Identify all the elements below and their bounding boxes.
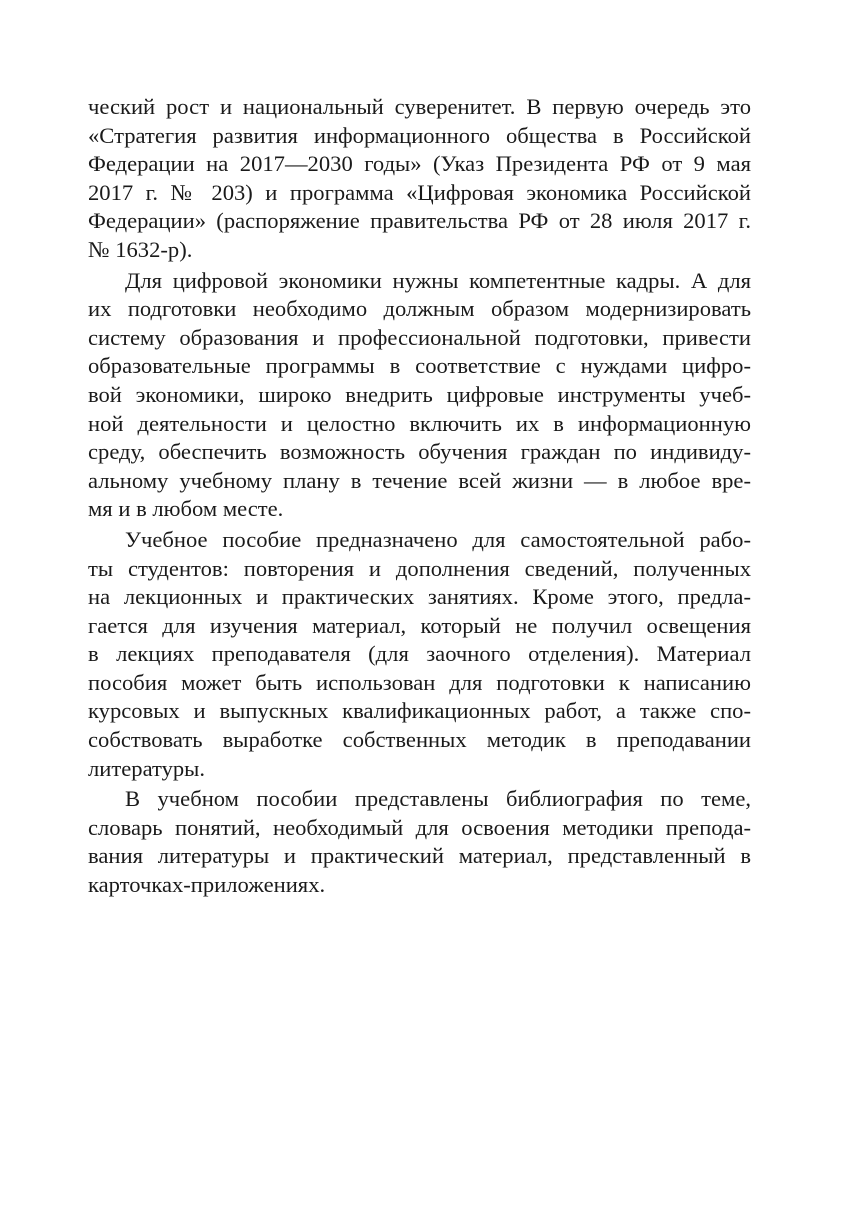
text-line: ческий рост и национальный суверенитет. В первую очередь это: [88, 94, 751, 119]
text-line: собствовать выработке собственных методик в преподавании: [88, 727, 751, 753]
paragraph-2: [88, 267, 751, 524]
text-line: № 1632-р).: [88, 236, 193, 262]
text-line: Для цифровой экономики нужны компетентные кадры. А для: [125, 267, 751, 293]
text-line: их подготовки необходимо должным образом модернизировать: [88, 296, 751, 322]
text-line: курсовых и выпускных квалификационных работ, а также спо-: [88, 698, 751, 724]
text-line: В учебном пособии представлены библиография по теме,: [125, 786, 751, 812]
document-page: [88, 93, 751, 902]
text-line: словарь понятий, необходимый для освоения методики препода-: [88, 814, 751, 840]
text-line: Федерации на 2017—2030 годы» (Указ Президента РФ от 9 мая: [88, 151, 751, 177]
text-line: Федерации» (распоряжение правительства РФ от 28 июля 2017 г.: [88, 208, 751, 234]
text-line: вания литературы и практический материал, представленный в: [88, 843, 751, 869]
text-line: 2017 г. № 203) и программа «Цифровая экономика Российской: [88, 179, 751, 205]
text-line: в лекциях преподавателя (для заочного отделения). Материал: [88, 641, 751, 667]
text-line: мя и в любом месте.: [88, 496, 284, 522]
text-line: систему образования и профессиональной подготовки, привести: [88, 324, 751, 350]
text-line: гается для изучения материал, который не получил освещения: [88, 612, 751, 638]
paragraph-1: [88, 93, 751, 265]
text-line: альному учебному плану в течение всей жизни — в любое вре-: [88, 467, 751, 493]
text-line: ной деятельности и целостно включить их в информационную: [88, 410, 751, 436]
paragraph-4: [88, 785, 751, 899]
text-line: вой экономики, широко внедрить цифровые инструменты учеб-: [88, 381, 751, 407]
text-line: среду, обеспечить возможность обучения граждан по индивиду-: [88, 439, 751, 465]
text-line: литературы.: [88, 755, 206, 781]
text-line: на лекционных и практических занятиях. Кроме этого, предла-: [88, 584, 751, 610]
text-line: образовательные программы в соответствие с нуждами цифро-: [88, 353, 751, 379]
paragraph-3: [88, 526, 751, 783]
text-line: карточках-приложениях.: [88, 872, 326, 898]
text-line: пособия может быть использован для подготовки к написанию: [88, 669, 751, 695]
text-line: Учебное пособие предназначено для самостоятельной рабо-: [125, 526, 751, 552]
text-line: ты студентов: повторения и дополнения сведений, полученных: [88, 555, 751, 581]
text-line: «Стратегия развития информационного общества в Российской: [88, 122, 751, 148]
